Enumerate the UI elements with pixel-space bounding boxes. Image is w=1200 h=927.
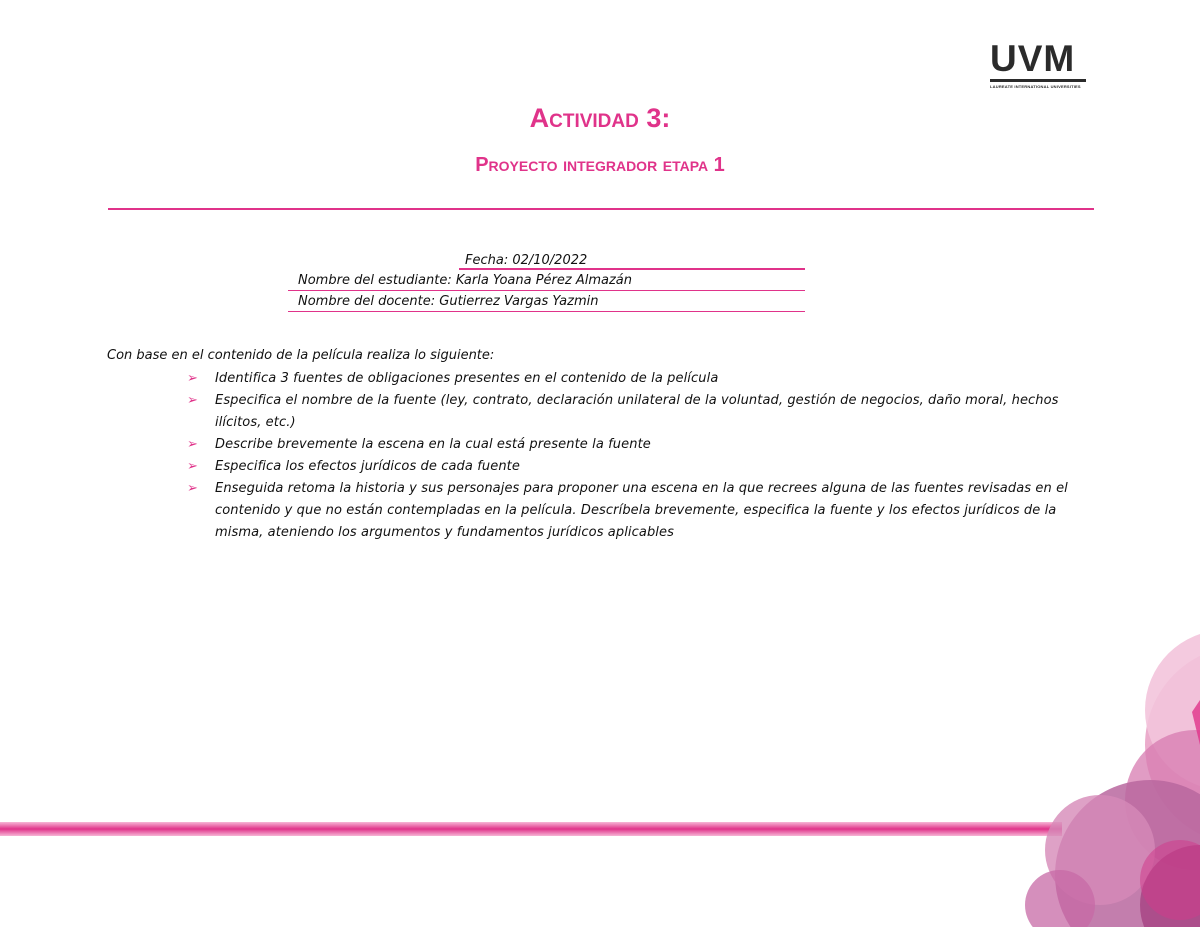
logo-divider bbox=[990, 79, 1086, 82]
uvm-logo bbox=[990, 40, 1090, 88]
teacher-underline bbox=[288, 311, 805, 312]
task-text: Especifica los efectos jurídicos de cada fuente bbox=[215, 459, 520, 474]
date-underline bbox=[459, 268, 805, 270]
document-title: Actividad 3: bbox=[529, 103, 671, 133]
arrow-bullet-icon: ➢ bbox=[187, 459, 198, 474]
arrow-bullet-icon: ➢ bbox=[187, 393, 198, 408]
task-text: Enseguida retoma la historia y sus personajes para proponer una escena en la que recrees alguna de las fuentes revisadas en el contenido y que no están contempladas en la película. Descríbela brevemente, especifica la fuente y los efectos jurídicos de la misma, ateniendo los argumentos y fundamentos jurídicos aplicables bbox=[215, 481, 1068, 540]
logo-tagline: LAUREATE INTERNATIONAL UNIVERSITIES bbox=[990, 84, 1081, 89]
header-divider bbox=[108, 208, 1094, 210]
student-underline bbox=[288, 290, 805, 291]
task-item bbox=[187, 456, 1082, 478]
logo-text: UVM bbox=[990, 38, 1076, 79]
arrow-bullet-icon: ➢ bbox=[187, 437, 198, 452]
task-text: Especifica el nombre de la fuente (ley, contrato, declaración unilateral de la voluntad, gestión de negocios, daño moral, hechos ilícitos, etc.) bbox=[215, 393, 1059, 430]
task-item bbox=[187, 368, 1082, 390]
task-item bbox=[187, 434, 1082, 456]
instructions-intro: Con base en el contenido de la película realiza lo siguiente: bbox=[107, 348, 495, 363]
task-item bbox=[187, 478, 1082, 544]
footer-band bbox=[0, 818, 1200, 844]
arrow-bullet-icon: ➢ bbox=[187, 481, 198, 496]
task-item bbox=[187, 390, 1082, 434]
arrow-bullet-icon: ➢ bbox=[187, 371, 198, 386]
date-line: Fecha: 02/10/2022 bbox=[465, 253, 588, 268]
task-list bbox=[187, 368, 1082, 544]
task-text: Describe brevemente la escena en la cual está presente la fuente bbox=[215, 437, 651, 452]
document-subtitle: Proyecto integrador etapa 1 bbox=[475, 154, 725, 176]
teacher-name-line: Nombre del docente: Gutierrez Vargas Yazmin bbox=[298, 294, 599, 309]
student-name-line: Nombre del estudiante: Karla Yoana Pérez Almazán bbox=[298, 273, 633, 288]
task-text: Identifica 3 fuentes de obligaciones presentes en el contenido de la película bbox=[215, 371, 719, 386]
